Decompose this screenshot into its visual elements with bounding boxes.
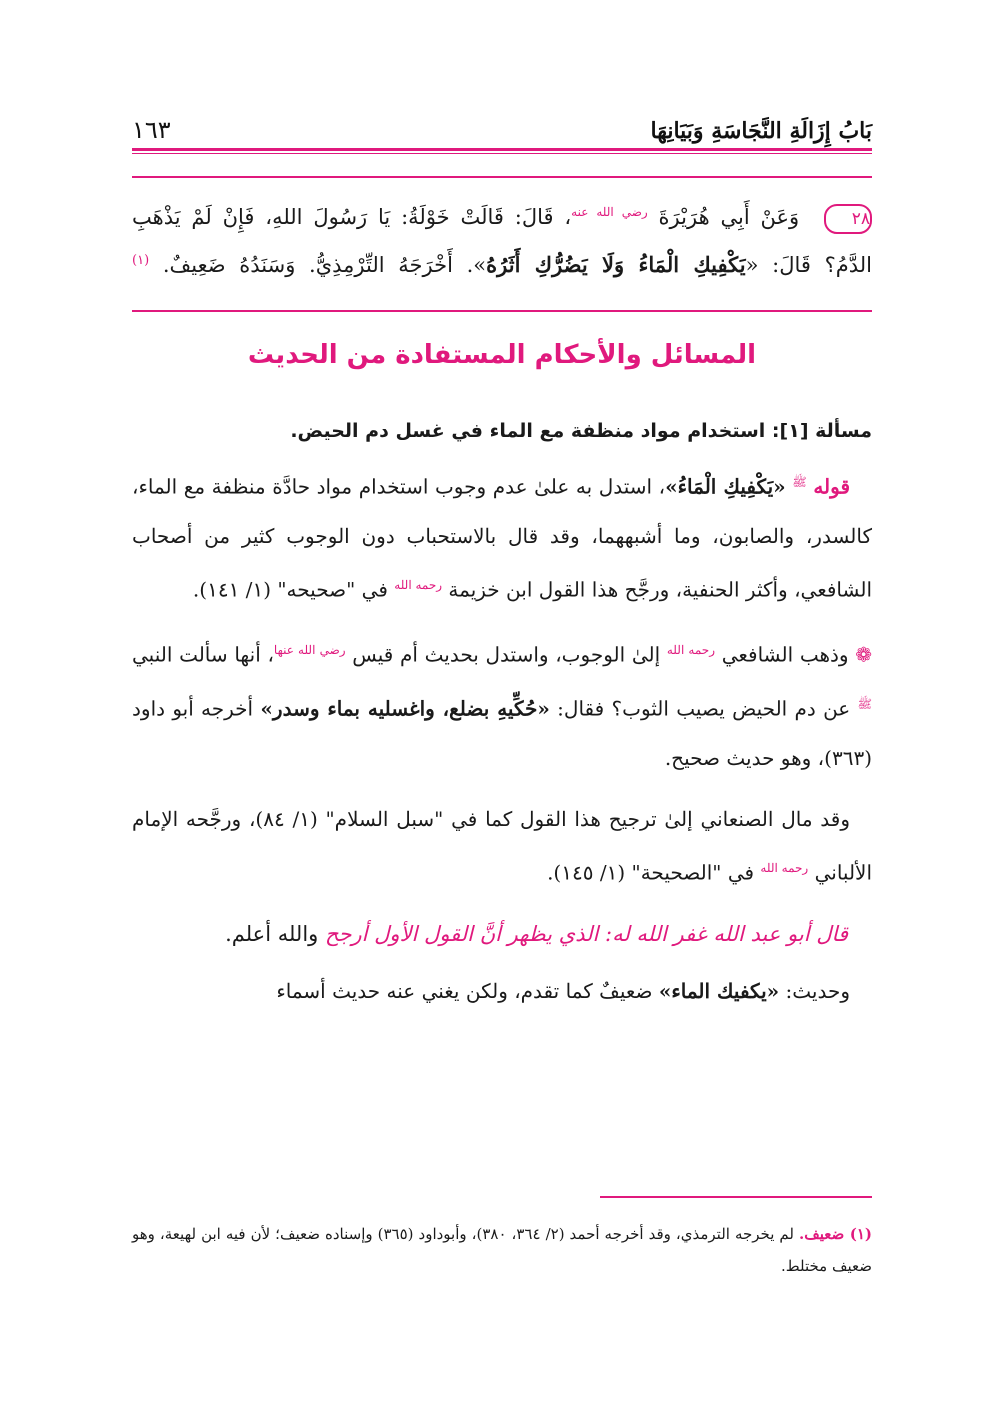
p1-text: ، استدل به علىٰ عدم وجوب استخدام مواد حادَّة منظفة مع الماء، كالسدر، والصابون، وما أشبههما، وقد قال بالاستحباب دون الوجوب كثير من أصحاب الشافعي، وأكثر الحنفية، ورجَّح هذا القول ابن خزيمة — [132, 474, 872, 602]
footnote-label: (١) ضعيف. — [799, 1225, 873, 1243]
flower-icon: ❁ — [855, 642, 873, 667]
p2-e: أخرجه أبو داود (٣٦٣)، وهو حديث صحيح. — [132, 696, 872, 770]
conclusion — [132, 909, 872, 959]
p3-b: في "الصحيحة" (١/ ١٤٥). — [547, 860, 755, 885]
conclusion-end: والله أعلم. — [225, 922, 319, 947]
p1-end: في "صحيحه" (١/ ١٤١). — [192, 577, 388, 602]
hadith-text-1a: وَعَنْ أَبِي هُرَيْرَةَ — [658, 205, 800, 229]
p1-quote: «يَكْفِيكِ الْمَاءُ» — [665, 474, 786, 499]
honorific-icon: رضي الله عنه — [571, 205, 648, 219]
p4-a: وحديث: — [785, 979, 850, 1004]
paragraph-2 — [132, 626, 872, 782]
hadith-text-2a: الدَّمُ؟ قَالَ: « — [745, 253, 872, 277]
header-rule — [132, 148, 872, 151]
honorific-icon: رحمه الله — [394, 577, 443, 592]
section-title: المسائل والأحكام المستفادة من الحديث — [247, 340, 757, 370]
hadith-box — [132, 176, 872, 312]
p2-c: ، أنها سألت النبي — [132, 642, 274, 667]
p3-a: وقد مال الصنعاني إلىٰ ترجيح هذا القول كما في "سبل السلام" (١/ ٨٤)، ورجَّحه الإمام الألباني — [132, 806, 872, 885]
hadith-line-2 — [132, 239, 872, 287]
running-title: بَابُ إِزَالَةِ النَّجَاسَةِ وَبَيَانِهَا — [650, 118, 872, 144]
footnote — [132, 1218, 872, 1282]
main-body — [132, 420, 872, 1028]
hadith-line-1 — [132, 190, 872, 239]
conclusion-author: قال أبو عبد الله غفر الله له: الذي يظهر أنَّ القول الأول أرجح — [324, 922, 848, 947]
footnote-ref[interactable]: (١) — [132, 253, 150, 268]
p2-quote: «حُكِّيهِ بضلع، واغسليه بماء وسدر» — [260, 696, 550, 721]
header-rule-thin — [132, 153, 872, 154]
honorific-icon: رحمه الله — [760, 860, 809, 875]
p4-b: ضعيفٌ كما تقدم، ولكن يغني عنه حديث أسماء — [276, 979, 653, 1004]
hadith-quote: يَكْفِيكِ الْمَاءُ وَلَا يَضُرُّكِ أَثَرُهُ — [486, 252, 746, 277]
honorific-icon: ﷺ — [792, 475, 807, 489]
hadith-text-2b: ». أَخْرَجَهُ التِّرْمِذِيُّ. وَسَنَدُهُ ضَعِيفٌ. — [162, 253, 487, 277]
page-header — [132, 100, 872, 144]
paragraph-4 — [132, 967, 872, 1016]
issue-heading — [132, 420, 872, 442]
hadith-text-1b: ، قَالَ: قَالَتْ خَوْلَةُ: يَا رَسُولَ اللهِ، فَإِنْ لَمْ يَذْهَبِ — [132, 205, 572, 229]
issue-text: استخدام مواد منظفة مع الماء في غسل دم الحيض. — [290, 420, 766, 442]
p2-d: عن دم الحيض يصيب الثوب؟ فقال: — [557, 696, 851, 721]
footnote-text: لم يخرجه الترمذي، وقد أخرجه أحمد (٢/ ٣٦٤، ٣٨٠)، وأبوداود (٣٦٥) وإسناده ضعيف؛ لأن فيه ابن لهيعة، وهو ضعيف مختلط. — [132, 1225, 872, 1275]
p2-a: وذهب الشافعي — [721, 642, 849, 667]
issue-label: مسألة [١]: — [771, 420, 872, 442]
paragraph-1 — [132, 458, 872, 614]
p2-b: إلىٰ الوجوب، واستدل بحديث أم قيس — [352, 642, 661, 667]
footnote-rule — [600, 1196, 872, 1198]
p1-lead: قوله — [813, 474, 851, 499]
p4-quote: «يكفيك الماء» — [658, 979, 780, 1004]
paragraph-3 — [132, 795, 872, 898]
honorific-icon: رضي الله عنها — [273, 643, 346, 658]
page-number: ١٦٣ — [132, 116, 171, 144]
honorific-icon: رحمه الله — [666, 643, 715, 658]
honorific-icon: ﷺ — [857, 696, 873, 711]
hadith-number: ٢٨ — [824, 204, 872, 234]
